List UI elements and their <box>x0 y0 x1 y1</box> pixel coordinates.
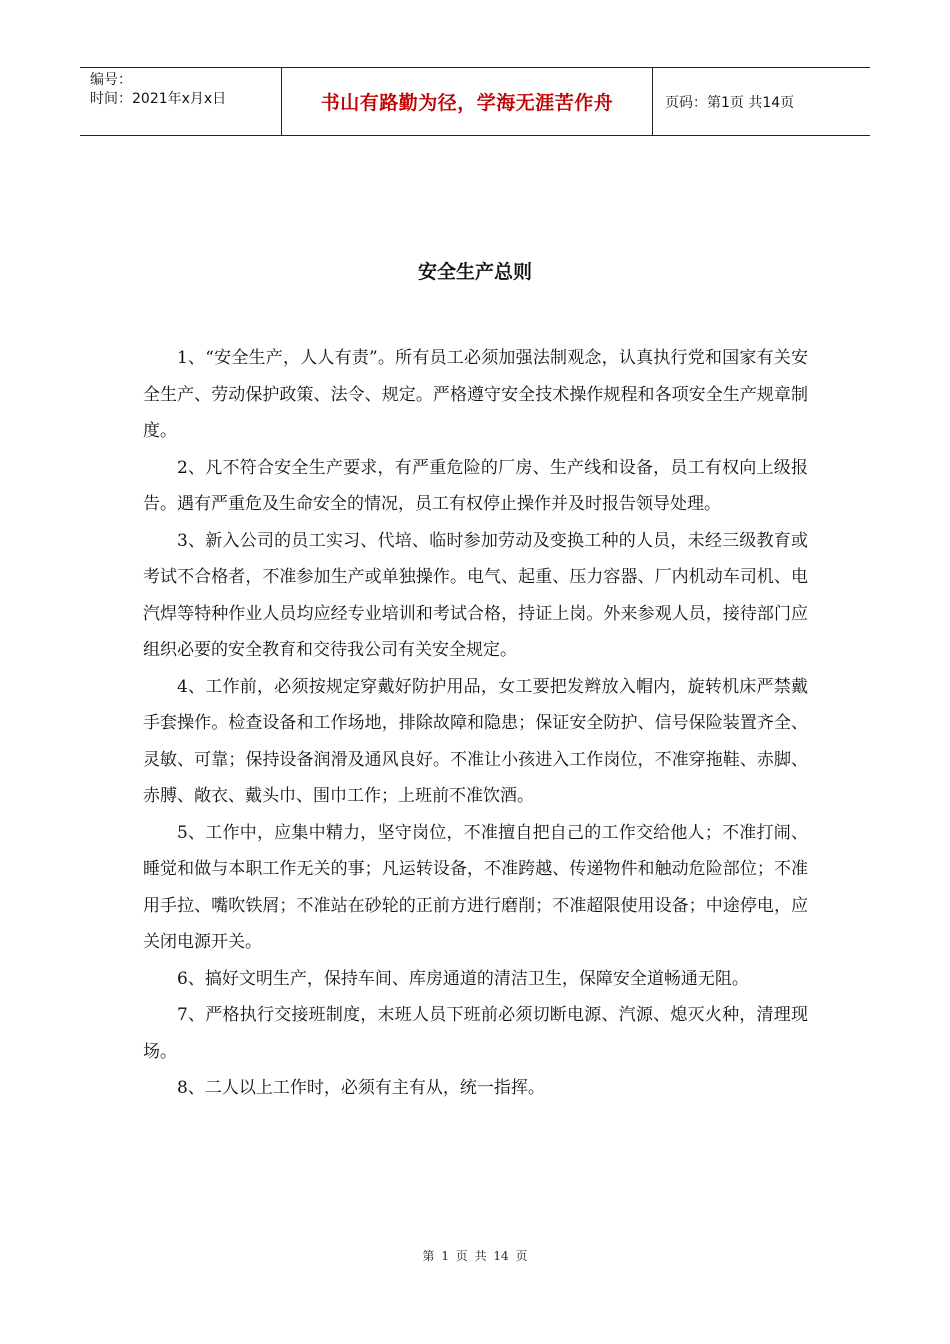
paragraph-5: 5、工作中，应集中精力，坚守岗位，不准擅自把自己的工作交给他人；不准打闹、睡觉和做与本职工作无关的事；凡运转设备，不准跨越、传递物件和触动危险部位；不准用手拉、嘴吹铁屑；不准站在砂轮的正前方进行磨削；不准超限使用设备；中途停电，应关闭电源开关。 <box>143 822 808 952</box>
code-label: 编号： <box>90 72 132 88</box>
paragraph-6: 6、搞好文明生产，保持车间、库房通道的清洁卫生，保障安全道畅通无阻。 <box>177 968 749 989</box>
paragraph-4: 4、工作前，必须按规定穿戴好防护用品，女工要把发辫放入帽内，旋转机床严禁戴手套操作。检查设备和工作场地，排除故障和隐患；保证安全防护、信号保险装置齐全、灵敏、可靠；保持设备润滑及通风良好。不准让小孩进入工作岗位，不准穿拖鞋、赤脚、赤膊、敞衣、戴头巾、围巾工作；上班前不准饮酒。 <box>143 676 808 806</box>
motto-text: 书山有路勤为径，学海无涯苦作舟 <box>320 92 614 114</box>
date-label: 时间：2021年x月x日 <box>90 91 227 107</box>
header-page-info <box>653 68 870 135</box>
document-body <box>143 340 808 1107</box>
paragraph-2: 2、凡不符合安全生产要求，有严重危险的厂房、生产线和设备，员工有权向上级报告。遇有严重危及生命安全的情况，员工有权停止操作并及时报告领导处理。 <box>143 457 808 514</box>
paragraph-1: 1、“安全生产，人人有责”。所有员工必须加强法制观念，认真执行党和国家有关安全生产、劳动保护政策、法令、规定。严格遵守安全技术操作规程和各项安全生产规章制度。 <box>143 348 808 441</box>
page-header <box>80 67 870 136</box>
document-title: 安全生产总则 <box>417 261 532 283</box>
page-footer: 第 1 页 共 14 页 <box>422 1249 528 1263</box>
paragraph-8: 8、二人以上工作时，必须有主有从，统一指挥。 <box>177 1078 545 1098</box>
paragraph-3: 3、新入公司的员工实习、代培、临时参加劳动及变换工种的人员，未经三级教育或考试不合格者，不准参加生产或单独操作。电气、起重、压力容器、厂内机动车司机、电汽焊等特种作业人员均应经专业培训和考试合格，持证上岗。外来参观人员，接待部门应组织必要的安全教育和交待我公司有关安全规定。 <box>143 530 808 660</box>
page-info-text: 页码：第1页 共14页 <box>665 94 795 111</box>
header-motto <box>281 68 653 135</box>
header-meta <box>80 68 281 135</box>
paragraph-7: 7、严格执行交接班制度，末班人员下班前必须切断电源、汽源、熄灭火种，清理现场。 <box>143 1005 808 1062</box>
